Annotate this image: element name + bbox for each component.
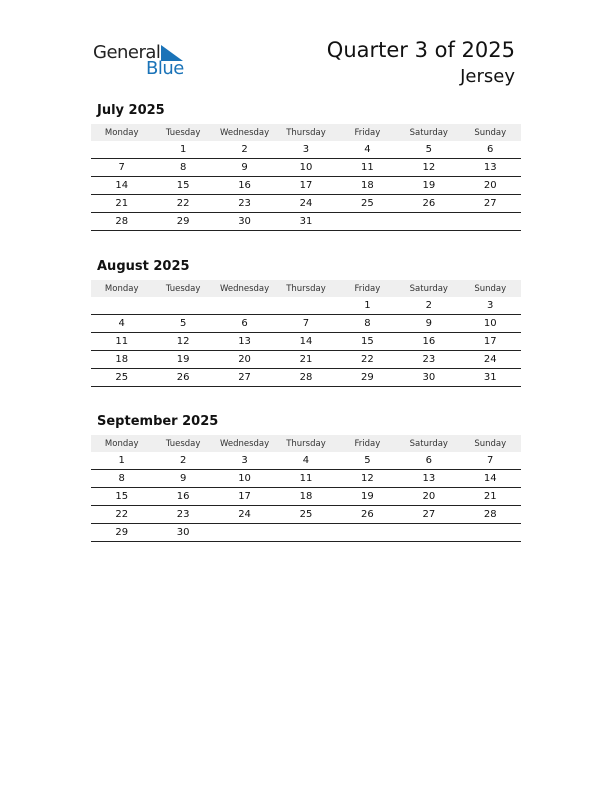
day-cell: 19 <box>422 180 436 191</box>
day-cell: 2 <box>179 455 187 466</box>
day-cell: 20 <box>483 180 497 191</box>
calendar-grid <box>91 124 521 231</box>
day-cell: 13 <box>238 336 251 347</box>
day-cell: 11 <box>299 473 313 484</box>
day-cell: 11 <box>115 336 129 347</box>
day-cell: 7 <box>118 162 125 173</box>
weekday-label: Sunday <box>474 438 507 449</box>
day-cell: 7 <box>487 455 494 466</box>
weekday-label: Wednesday <box>219 127 270 138</box>
weekday-label: Tuesday <box>165 438 201 449</box>
day-cell: 18 <box>115 354 129 365</box>
week-row <box>91 506 521 524</box>
month-calendar <box>91 414 521 542</box>
day-cell: 29 <box>115 527 129 538</box>
day-cell: 30 <box>238 216 251 227</box>
day-cell: 9 <box>425 318 432 329</box>
month-calendar <box>91 103 521 231</box>
day-cell: 14 <box>115 180 129 191</box>
day-cell: 5 <box>425 144 432 155</box>
weekday-label: Tuesday <box>165 127 201 138</box>
week-row <box>91 195 521 213</box>
day-cell: 11 <box>361 162 374 173</box>
day-cell: 14 <box>299 336 313 347</box>
day-cell: 18 <box>361 180 374 191</box>
day-cell: 4 <box>364 144 371 155</box>
day-cell: 1 <box>118 455 125 466</box>
day-cell: 22 <box>361 354 374 365</box>
day-cell: 3 <box>487 300 494 311</box>
day-cell: 5 <box>179 318 187 329</box>
day-cell: 29 <box>361 372 374 383</box>
day-cell: 23 <box>176 509 190 520</box>
day-cell: 16 <box>238 180 251 191</box>
day-cell: 2 <box>241 144 248 155</box>
day-cell: 3 <box>302 144 310 155</box>
page-title: Quarter 3 of 2025 <box>326 38 515 62</box>
day-cell: 17 <box>483 336 497 347</box>
day-cell: 12 <box>176 336 190 347</box>
month-title: September 2025 <box>97 414 219 429</box>
day-cell: 12 <box>361 473 374 484</box>
day-cell: 24 <box>238 509 251 520</box>
weekday-label: Saturday <box>409 283 448 294</box>
day-cell: 19 <box>176 354 190 365</box>
day-cell: 15 <box>361 336 374 347</box>
day-cell: 14 <box>483 473 497 484</box>
day-cell: 20 <box>238 354 251 365</box>
day-cell: 24 <box>299 198 313 209</box>
week-row <box>91 315 521 333</box>
logo <box>93 42 193 78</box>
week-row <box>91 213 521 231</box>
day-cell: 30 <box>422 372 436 383</box>
day-cell: 26 <box>422 198 436 209</box>
day-cell: 25 <box>115 372 129 383</box>
week-row <box>91 452 521 470</box>
day-cell: 23 <box>238 198 251 209</box>
month-title: August 2025 <box>97 259 190 274</box>
weekday-label: Monday <box>104 438 139 449</box>
day-cell: 10 <box>299 162 313 173</box>
day-cell: 31 <box>483 372 497 383</box>
day-cell: 22 <box>176 198 190 209</box>
weekday-label: Friday <box>354 438 381 449</box>
weekday-label: Monday <box>104 127 139 138</box>
day-cell: 3 <box>241 455 248 466</box>
week-row <box>91 470 521 488</box>
weekday-label: Wednesday <box>219 283 270 294</box>
day-cell: 26 <box>176 372 190 383</box>
day-cell: 10 <box>238 473 251 484</box>
logo-general-text: General <box>93 42 161 63</box>
day-cell: 1 <box>179 144 187 155</box>
day-cell: 21 <box>483 491 497 502</box>
day-cell: 17 <box>238 491 251 502</box>
day-cell: 5 <box>364 455 371 466</box>
day-cell: 27 <box>422 509 436 520</box>
day-cell: 16 <box>422 336 436 347</box>
day-cell: 1 <box>364 300 371 311</box>
day-cell: 15 <box>115 491 129 502</box>
weekday-header-row <box>91 124 521 141</box>
weekday-label: Wednesday <box>219 438 270 449</box>
day-cell: 28 <box>299 372 313 383</box>
weekday-label: Thursday <box>286 127 326 138</box>
day-cell: 26 <box>361 509 374 520</box>
day-cell: 6 <box>487 144 494 155</box>
day-cell: 8 <box>118 473 125 484</box>
day-cell: 19 <box>361 491 374 502</box>
day-cell: 9 <box>241 162 248 173</box>
weekday-label: Sunday <box>474 283 507 294</box>
weekday-label: Thursday <box>286 283 326 294</box>
week-row <box>91 369 521 387</box>
day-cell: 25 <box>361 198 374 209</box>
weekday-label: Saturday <box>409 127 448 138</box>
calendar-grid <box>91 435 521 542</box>
day-cell: 21 <box>299 354 313 365</box>
week-row <box>91 333 521 351</box>
day-cell: 28 <box>483 509 497 520</box>
day-cell: 29 <box>176 216 190 227</box>
day-cell: 13 <box>483 162 497 173</box>
day-cell: 22 <box>115 509 129 520</box>
day-cell: 6 <box>425 455 432 466</box>
day-cell: 13 <box>422 473 436 484</box>
weekday-label: Tuesday <box>165 283 201 294</box>
week-row <box>91 524 521 542</box>
weekday-label: Monday <box>104 283 139 294</box>
day-cell: 4 <box>302 455 310 466</box>
region-name: Jersey <box>460 66 515 87</box>
day-cell: 27 <box>483 198 497 209</box>
weekday-label: Saturday <box>409 438 448 449</box>
day-cell: 18 <box>299 491 313 502</box>
day-cell: 12 <box>422 162 436 173</box>
week-row <box>91 488 521 506</box>
day-cell: 20 <box>422 491 436 502</box>
week-row <box>91 159 521 177</box>
day-cell: 4 <box>118 318 125 329</box>
day-cell: 31 <box>299 216 313 227</box>
week-row <box>91 177 521 195</box>
month-calendar <box>91 259 521 387</box>
weekday-header-row <box>91 435 521 452</box>
day-cell: 16 <box>176 491 190 502</box>
day-cell: 7 <box>302 318 310 329</box>
week-row <box>91 351 521 369</box>
calendar-grid <box>91 280 521 387</box>
logo-blue-text: Blue <box>146 58 184 79</box>
day-cell: 30 <box>176 527 190 538</box>
weekday-header-row <box>91 280 521 297</box>
day-cell: 15 <box>176 180 190 191</box>
day-cell: 17 <box>299 180 313 191</box>
day-cell: 25 <box>299 509 313 520</box>
weekday-label: Sunday <box>474 127 507 138</box>
month-title: July 2025 <box>97 103 165 118</box>
day-cell: 10 <box>483 318 497 329</box>
day-cell: 24 <box>483 354 497 365</box>
day-cell: 27 <box>238 372 251 383</box>
day-cell: 23 <box>422 354 436 365</box>
day-cell: 9 <box>179 473 187 484</box>
day-cell: 21 <box>115 198 129 209</box>
weekday-label: Thursday <box>286 438 326 449</box>
day-cell: 8 <box>179 162 187 173</box>
day-cell: 8 <box>364 318 371 329</box>
day-cell: 2 <box>425 300 432 311</box>
day-cell: 28 <box>115 216 129 227</box>
weekday-label: Friday <box>354 283 381 294</box>
weekday-label: Friday <box>354 127 381 138</box>
week-row <box>91 297 521 315</box>
week-row <box>91 141 521 159</box>
day-cell: 6 <box>241 318 248 329</box>
